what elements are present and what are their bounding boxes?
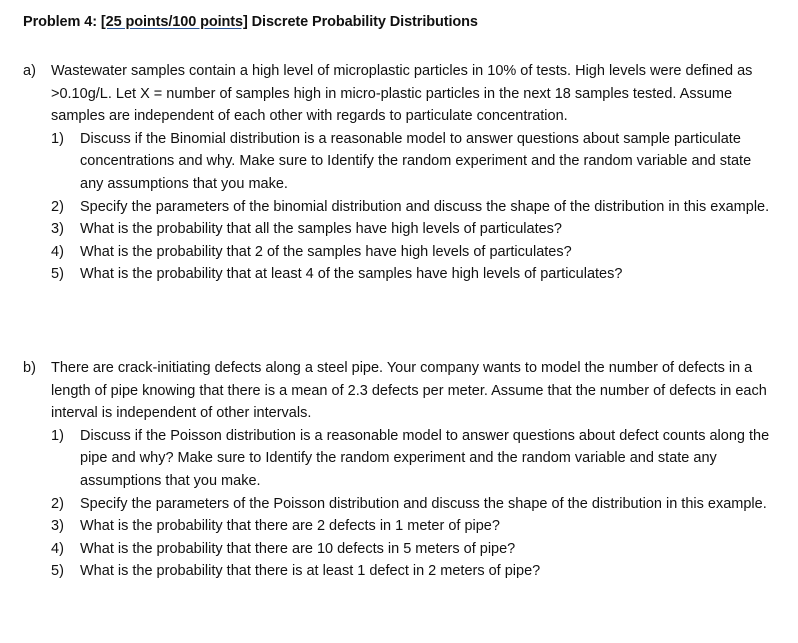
item-number: 3) bbox=[51, 518, 64, 535]
item-text: Discuss if the Poisson distribution is a reasonable model to answer questions about defect counts along the pipe and why? Make sure to Identify the random experiment and the random variable and state any assumptions that you make. bbox=[80, 427, 770, 489]
item-number: 4) bbox=[51, 243, 64, 260]
item-number: 2) bbox=[51, 495, 64, 512]
list-item bbox=[51, 218, 773, 241]
problem-heading bbox=[23, 14, 478, 30]
item-text: Discuss if the Binomial distribution is a reasonable model to answer questions about sample particulate concentrations and why. Make sure to Identify the random experiment and the random variable and state any assumptions that you make. bbox=[80, 130, 752, 192]
item-number: 2) bbox=[51, 198, 64, 215]
part-a bbox=[23, 60, 773, 286]
problem-number: Problem 4: bbox=[23, 14, 97, 30]
points-label: [25 points/100 points] bbox=[100, 14, 248, 30]
item-number: 5) bbox=[51, 563, 64, 580]
problem-title: Discrete Probability Distributions bbox=[251, 14, 478, 30]
item-number: 1) bbox=[51, 130, 64, 147]
list-item bbox=[51, 128, 773, 196]
item-text: Specify the parameters of the binomial distribution and discuss the shape of the distribution in this example. bbox=[80, 198, 770, 215]
list-item bbox=[51, 425, 773, 493]
item-text: What is the probability that there are 10 defects in 5 meters of pipe? bbox=[80, 540, 516, 557]
item-text: What is the probability that all the samples have high levels of particulates? bbox=[80, 221, 562, 238]
part-b-intro: There are crack-initiating defects along a steel pipe. Your company wants to model the number of defects in a length of pipe knowing that there is a mean of 2.3 defects per meter. Assume that the number of defects in each interval is independent of other intervals. bbox=[51, 360, 767, 422]
item-text: What is the probability that there are 2 defects in 1 meter of pipe? bbox=[80, 518, 500, 535]
item-number: 5) bbox=[51, 266, 64, 283]
part-b-label: b) bbox=[23, 360, 36, 376]
item-text: What is the probability that there is at least 1 defect in 2 meters of pipe? bbox=[80, 563, 541, 580]
part-b bbox=[23, 357, 773, 583]
list-item bbox=[51, 241, 773, 264]
part-a-intro: Wastewater samples contain a high level of microplastic particles in 10% of tests. High levels were defined as >0.10g/L. Let X = number of samples high in micro-plastic particles in the next 18 samples tested. Assume samples are independent of each other with regards to particulate concentration. bbox=[51, 63, 753, 125]
list-item bbox=[51, 196, 773, 219]
item-number: 4) bbox=[51, 540, 64, 557]
part-a-label: a) bbox=[23, 63, 36, 79]
item-text: What is the probability that at least 4 of the samples have high levels of particulates? bbox=[80, 266, 623, 283]
list-item bbox=[51, 263, 773, 286]
item-text: What is the probability that 2 of the samples have high levels of particulates? bbox=[80, 243, 572, 260]
item-number: 3) bbox=[51, 221, 64, 238]
part-b-items bbox=[51, 425, 773, 583]
item-text: Specify the parameters of the Poisson distribution and discuss the shape of the distribution in this example. bbox=[80, 495, 767, 512]
list-item bbox=[51, 560, 773, 583]
list-item bbox=[51, 515, 773, 538]
part-a-items bbox=[51, 128, 773, 286]
list-item bbox=[51, 538, 773, 561]
list-item bbox=[51, 493, 773, 516]
item-number: 1) bbox=[51, 427, 64, 444]
